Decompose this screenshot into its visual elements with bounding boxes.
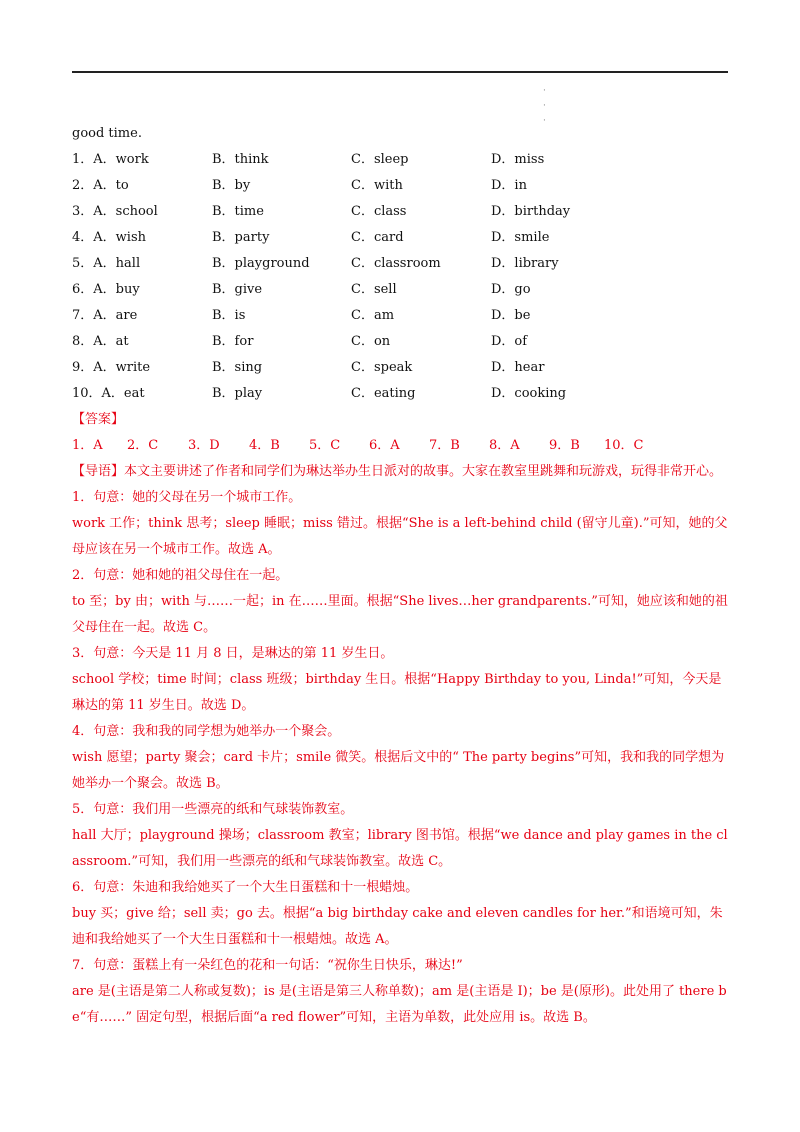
question-row xyxy=(72,381,728,407)
option-d: D．library xyxy=(491,256,559,271)
answer-item: 9．B xyxy=(549,438,580,453)
option-d: D．go xyxy=(491,282,531,297)
option-a: 10．A．eat xyxy=(72,386,145,401)
option-b: B．time xyxy=(212,204,264,219)
answer-label: 【答案】 xyxy=(72,412,125,427)
explanation-body: buy 买；give 给；sell 卖；go 去。根据“a big birthday cake and eleven candles for her.”和语境可知，朱迪和我给她买了一个大生日蛋糕和十一根蜡烛。故选 A。 xyxy=(72,906,723,947)
explanation-title: 5．句意：我们用一些漂亮的纸和气球装饰教室。 xyxy=(72,802,354,817)
explanation-title: 4．句意：我和我的同学想为她举办一个聚会。 xyxy=(72,724,341,739)
option-a: 4．A．wish xyxy=(72,230,146,245)
option-a: 5．A．hall xyxy=(72,256,141,271)
question-row xyxy=(72,147,728,173)
option-c: C．class xyxy=(351,204,407,219)
explanation-body: wish 愿望；party 聚会；card 卡片；smile 微笑。根据后文中的“ The party begins”可知，我和我的同学想为她举办一个聚会。故选 B。 xyxy=(72,750,725,791)
answer-item: 6．A xyxy=(369,438,400,453)
option-c: C．on xyxy=(351,334,391,349)
question-row xyxy=(72,277,728,303)
question-row xyxy=(72,225,728,251)
header-rule xyxy=(72,71,728,73)
explanation-title: 2．句意：她和她的祖父母住在一起。 xyxy=(72,568,289,583)
question-row xyxy=(72,303,728,329)
question-row xyxy=(72,173,728,199)
option-a: 7．A．are xyxy=(72,308,138,323)
question-row xyxy=(72,199,728,225)
explanation-title: 7．句意：蛋糕上有一朵红色的花和一句话：“祝你生日快乐，琳达!” xyxy=(72,958,463,973)
option-d: D．miss xyxy=(491,152,545,167)
option-b: B．by xyxy=(212,178,251,193)
explanation-body: to 至；by 由；with 与……一起；in 在……里面。根据“She lives…her grandparents.”可知，她应该和她的祖父母住在一起。故选 C。 xyxy=(72,594,728,635)
option-b: B．think xyxy=(212,152,269,167)
answer-item: 7．B xyxy=(429,438,460,453)
intro-tail: good time. xyxy=(72,126,142,141)
explanation-body: hall 大厅；playground 操场；classroom 教室；library 图书馆。根据“we dance and play games in the classroom.”可知，我们用一些漂亮的纸和气球装饰教室。故选 C。 xyxy=(72,828,728,869)
option-d: D．be xyxy=(491,308,531,323)
option-c: C．eating xyxy=(351,386,416,401)
explanation-title: 6．句意：朱迪和我给她买了一个大生日蛋糕和十一根蜡烛。 xyxy=(72,880,419,895)
option-c: C．card xyxy=(351,230,404,245)
answer-item: 5．C xyxy=(309,438,341,453)
option-c: C．am xyxy=(351,308,395,323)
answer-item: 8．A xyxy=(489,438,520,453)
answer-item: 2．C xyxy=(127,438,159,453)
option-b: B．for xyxy=(212,334,254,349)
explanation-body: work 工作；think 思考；sleep 睡眠；miss 错过。根据“She is a left-behind child (留守儿童).”可知，她的父母应该在另一个城市工作。故选 A。 xyxy=(72,516,728,557)
option-a: 6．A．buy xyxy=(72,282,140,297)
option-c: C．with xyxy=(351,178,403,193)
option-a: 8．A．at xyxy=(72,334,129,349)
option-c: C．classroom xyxy=(351,256,441,271)
option-d: D．hear xyxy=(491,360,545,375)
answer-item: 1．A xyxy=(72,438,103,453)
option-d: D．cooking xyxy=(491,386,567,401)
option-a: 1．A．work xyxy=(72,152,149,167)
option-a: 3．A．school xyxy=(72,204,158,219)
explanation-body: school 学校；time 时间；class 班级；birthday 生日。根据“Happy Birthday to you, Linda!”可知，今天是琳达的第 11 岁生日。故选 D。 xyxy=(72,672,722,713)
option-a: 9．A．write xyxy=(72,360,151,375)
option-b: B．is xyxy=(212,308,246,323)
option-b: B．playground xyxy=(212,256,310,271)
answer-item: 3．D xyxy=(188,438,220,453)
option-b: B．party xyxy=(212,230,270,245)
option-b: B．sing xyxy=(212,360,263,375)
option-d: D．smile xyxy=(491,230,550,245)
explanation-title: 1．句意：她的父母在另一个城市工作。 xyxy=(72,490,302,505)
question-list xyxy=(72,147,728,407)
option-c: C．speak xyxy=(351,360,413,375)
option-d: D．of xyxy=(491,334,528,349)
option-c: C．sell xyxy=(351,282,397,297)
option-d: D．birthday xyxy=(491,204,571,219)
explanation-body: are 是(主语是第二人称或复数)；is 是(主语是第三人称单数)；am 是(主语是 I)；be 是(原形)。此处用了 there be“有……” 固定句型，根据后面“a red flower”可知，主语为单数，此处应用 is。故选 B。 xyxy=(72,984,727,1025)
header-dots: · · · xyxy=(543,86,546,126)
answer-item: 10．C xyxy=(604,438,644,453)
question-row xyxy=(72,329,728,355)
option-b: B．play xyxy=(212,386,263,401)
option-c: C．sleep xyxy=(351,152,409,167)
option-a: 2．A．to xyxy=(72,178,129,193)
answer-item: 4．B xyxy=(249,438,280,453)
option-b: B．give xyxy=(212,282,263,297)
answer-key xyxy=(72,433,728,459)
question-row xyxy=(72,251,728,277)
guide-paragraph: 【导语】本文主要讲述了作者和同学们为琳达举办生日派对的故事。大家在教室里跳舞和玩游戏，玩得非常开心。 xyxy=(72,464,723,479)
explanation-title: 3．句意：今天是 11 月 8 日，是琳达的第 11 岁生日。 xyxy=(72,646,394,661)
option-d: D．in xyxy=(491,178,527,193)
question-row xyxy=(72,355,728,381)
document-page xyxy=(72,121,728,1031)
